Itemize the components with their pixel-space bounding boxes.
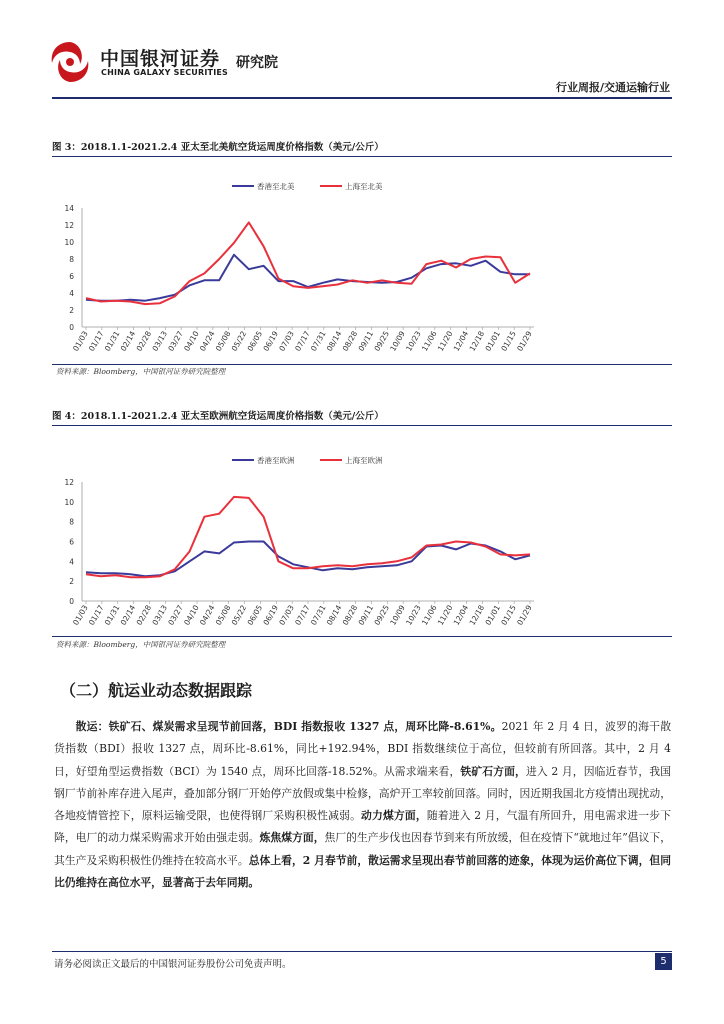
thermal-coal-label: 动力煤方面， bbox=[361, 809, 427, 823]
figure-4-source: 资料来源：Bloomberg，中国银河证券研究院整理 bbox=[56, 640, 226, 649]
y-tick-label: 12 bbox=[64, 478, 74, 487]
x-tick-label: 04/24 bbox=[197, 603, 217, 627]
x-tick-label: 03/13 bbox=[150, 603, 170, 627]
x-tick-label: 12/04 bbox=[451, 329, 471, 353]
figure-3-title: 图 3：2018.1.1-2021.2.4 亚太至北美航空货运周度价格指数（美元/公斤） bbox=[52, 142, 384, 153]
y-tick-label: 4 bbox=[69, 289, 74, 298]
x-tick-label: 01/31 bbox=[102, 603, 122, 627]
iron-ore-label: 铁矿石方面， bbox=[460, 764, 526, 778]
y-tick-label: 10 bbox=[64, 238, 74, 247]
x-tick-label: 01/03 bbox=[71, 329, 90, 353]
galaxy-logo-icon bbox=[46, 38, 94, 86]
text-coking-coal: 焦厂的生产步伐也因春节到来有所放缓，但在疫情下“就地过年”倡议下，其生产及采购积极性仍维持在较高水平。 bbox=[54, 831, 672, 867]
x-tick-label: 05/22 bbox=[229, 329, 249, 353]
x-tick-label: 09/25 bbox=[372, 329, 392, 353]
figure-3-source: 资料来源：Bloomberg，中国银河证券研究院整理 bbox=[56, 367, 226, 376]
brand-institute: 研究院 bbox=[236, 55, 278, 71]
figure-4-chart bbox=[52, 446, 552, 632]
x-tick-label: 10/09 bbox=[388, 603, 407, 627]
y-tick-label: 6 bbox=[69, 537, 74, 547]
x-tick-label: 11/06 bbox=[419, 329, 439, 353]
x-tick-label: 05/22 bbox=[229, 603, 249, 627]
x-tick-label: 01/31 bbox=[102, 329, 122, 353]
x-tick-label: 07/03 bbox=[277, 603, 296, 627]
figure-3-chart bbox=[52, 172, 552, 358]
legend-label: 上海至北美 bbox=[345, 182, 383, 191]
body-paragraph bbox=[54, 716, 671, 894]
x-tick-label: 06/05 bbox=[245, 603, 265, 627]
y-tick-label: 12 bbox=[64, 221, 74, 230]
y-tick-label: 14 bbox=[64, 204, 74, 213]
x-tick-label: 04/10 bbox=[182, 603, 201, 627]
x-tick-label: 04/10 bbox=[182, 329, 201, 353]
x-tick-label: 08/14 bbox=[324, 603, 344, 627]
x-tick-label: 04/24 bbox=[197, 329, 217, 353]
footer-divider bbox=[52, 951, 672, 952]
brand-name-en: CHINA GALAXY SECURITIES bbox=[101, 68, 228, 77]
x-tick-label: 06/19 bbox=[261, 329, 281, 353]
header-divider bbox=[52, 97, 672, 99]
text-bdi: 2021 年 2 月 4 日，波罗的海干散货指数（BDI）报收 1327 点，周环比-8.61%，同比+192.94%，BDI 指数继续位于高位，但较前有所回落。其中，2 月 4 日，好望角型运费指数（BCI）为 1540 点，周环比回落-18.52%。从需求端来看， bbox=[54, 720, 671, 778]
x-tick-label: 05/08 bbox=[213, 329, 233, 353]
series-line-shanghai bbox=[86, 222, 530, 304]
summary-sentence: 总体上看，2 月春节前，散运需求呈现出春节前回落的迹象，体现为运价高位下调，但同比仍维持在高位水平，显著高于去年同期。 bbox=[54, 853, 671, 890]
figure-4-title: 图 4：2018.1.1-2021.2.4 亚太至欧洲航空货运周度价格指数（美元/公斤） bbox=[52, 411, 384, 422]
figure-4-top-rule bbox=[52, 425, 672, 426]
y-tick-label: 2 bbox=[69, 577, 74, 587]
x-tick-label: 06/19 bbox=[261, 603, 281, 627]
y-tick-label: 8 bbox=[69, 517, 74, 527]
x-tick-label: 01/29 bbox=[515, 329, 534, 353]
x-tick-label: 09/11 bbox=[356, 329, 376, 353]
section-heading: （二）航运业动态数据跟踪 bbox=[60, 681, 253, 700]
y-tick-label: 4 bbox=[69, 557, 74, 567]
x-tick-label: 07/03 bbox=[277, 329, 296, 353]
x-tick-label: 11/20 bbox=[435, 603, 455, 627]
x-tick-label: 10/23 bbox=[404, 329, 423, 353]
x-tick-label: 01/01 bbox=[483, 603, 503, 627]
y-tick-label: 2 bbox=[69, 306, 74, 315]
x-tick-label: 01/03 bbox=[71, 603, 90, 627]
x-tick-label: 02/14 bbox=[118, 329, 138, 353]
x-tick-label: 01/29 bbox=[515, 603, 534, 627]
x-tick-label: 09/11 bbox=[356, 603, 376, 627]
x-tick-label: 09/25 bbox=[372, 603, 392, 627]
report-type: 行业周报/交通运输行业 bbox=[555, 81, 670, 94]
x-tick-label: 02/28 bbox=[134, 603, 154, 627]
x-tick-label: 12/18 bbox=[467, 329, 487, 353]
y-tick-label: 6 bbox=[69, 272, 74, 281]
text-thermal-coal: 随着进入 2 月，气温有所回升，用电需求进一步下降，电厂的动力煤采购需求开始由强走弱。 bbox=[54, 809, 672, 845]
x-tick-label: 08/28 bbox=[340, 603, 360, 627]
x-tick-label: 11/20 bbox=[435, 329, 455, 353]
x-tick-label: 01/17 bbox=[86, 329, 106, 353]
lead-sentence: 散运：铁矿石、煤炭需求呈现节前回落，BDI 指数报收 1327 点，周环比降-8.61%。 bbox=[75, 720, 502, 733]
x-tick-label: 07/31 bbox=[308, 329, 328, 353]
brand-name-cn: 中国银河证券 bbox=[100, 48, 221, 70]
x-tick-label: 03/27 bbox=[166, 603, 185, 627]
x-tick-label: 06/05 bbox=[245, 329, 265, 353]
coking-coal-label: 炼焦煤方面， bbox=[259, 831, 325, 845]
text-iron-ore: 进入 2 月，因临近春节，我国钢厂节前补库存进入尾声，叠加部分钢厂开始停产放假或集中检修，高炉开工率较前回落。同时，因近期我国北方疫情出现扰动，各地疫情管控下，原料运输受限，也使得钢厂采购积极性减弱。 bbox=[54, 764, 672, 823]
y-tick-label: 10 bbox=[64, 497, 74, 507]
y-tick-label: 8 bbox=[69, 255, 74, 264]
x-tick-label: 01/15 bbox=[499, 329, 518, 353]
x-tick-label: 02/14 bbox=[118, 603, 138, 627]
x-tick-label: 10/23 bbox=[404, 603, 423, 627]
legend-label: 香港至北美 bbox=[257, 182, 295, 191]
x-tick-label: 12/18 bbox=[467, 603, 487, 627]
x-tick-label: 08/14 bbox=[324, 329, 344, 353]
x-tick-label: 03/27 bbox=[166, 329, 185, 353]
figure-3-top-rule bbox=[52, 156, 672, 157]
x-tick-label: 07/17 bbox=[293, 603, 312, 627]
x-tick-label: 02/28 bbox=[134, 329, 154, 353]
series-line-shanghai bbox=[86, 497, 530, 577]
series-line-hongkong bbox=[86, 542, 530, 577]
x-tick-label: 05/08 bbox=[213, 603, 233, 627]
x-tick-label: 10/09 bbox=[388, 329, 407, 353]
x-tick-label: 08/28 bbox=[340, 329, 360, 353]
x-tick-label: 12/04 bbox=[451, 603, 471, 627]
x-tick-label: 01/01 bbox=[483, 329, 503, 353]
x-tick-label: 01/15 bbox=[499, 603, 518, 627]
x-tick-label: 01/17 bbox=[86, 603, 106, 627]
x-tick-label: 07/17 bbox=[293, 329, 312, 353]
legend-label: 香港至欧洲 bbox=[257, 456, 295, 465]
legend-label: 上海至欧洲 bbox=[345, 456, 383, 465]
y-tick-label: 0 bbox=[69, 323, 74, 332]
x-tick-label: 03/13 bbox=[150, 329, 170, 353]
figure-4-bottom-rule bbox=[52, 636, 672, 637]
footer-disclaimer: 请务必阅读正文最后的中国银河证券股份公司免责声明。 bbox=[54, 959, 292, 970]
x-tick-label: 07/31 bbox=[308, 603, 328, 627]
series-line-hongkong bbox=[86, 255, 530, 301]
figure-3-bottom-rule bbox=[52, 364, 672, 365]
x-tick-label: 11/06 bbox=[419, 603, 439, 627]
y-tick-label: 0 bbox=[69, 597, 74, 606]
page-number: 5 bbox=[655, 953, 672, 970]
